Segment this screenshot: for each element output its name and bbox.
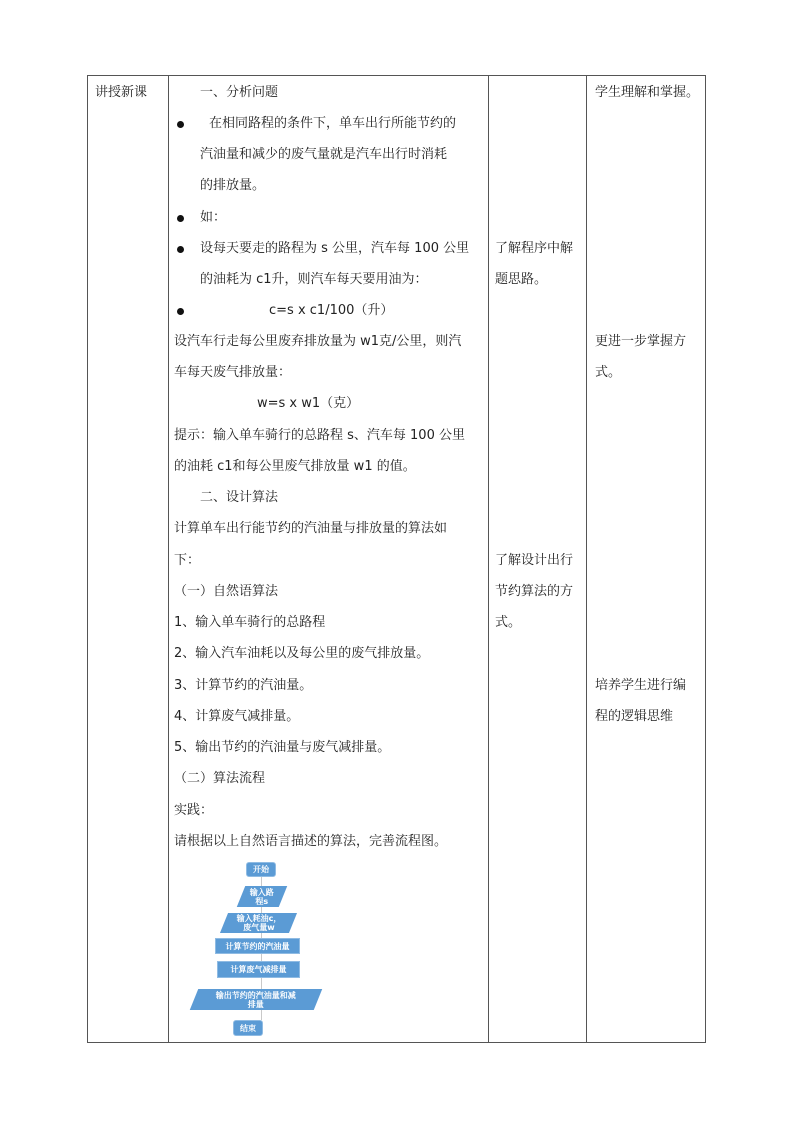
bullet-icon — [177, 308, 184, 315]
content-line: 设每天要走的路程为 s 公里，汽车每 100 公里 — [200, 241, 470, 256]
flow-arrow — [261, 978, 262, 989]
content-line: 3、计算节约的汽油量。 — [174, 678, 313, 693]
content-line: 的油耗 c1和每公里废气排放量 w1 的值。 — [174, 459, 416, 474]
flow-calc-oil: 计算节约的汽油量 — [215, 938, 300, 954]
content-line: 4、计算废气减排量。 — [174, 709, 300, 724]
content-line: 设汽车行走每公里废弃排放量为 w1克/公里，则汽 — [174, 334, 462, 349]
bullet-icon — [177, 215, 184, 222]
content-line: 1、输入单车骑行的总路程 — [174, 615, 326, 630]
stage-column — [88, 76, 168, 1042]
content-line: （二）算法流程 — [174, 771, 266, 786]
section-heading: 一、分析问题 — [200, 85, 279, 100]
flow-end: 结束 — [233, 1020, 263, 1036]
objective-column — [489, 76, 586, 1042]
content-line: 计算单车出行能节约的汽油量与排放量的算法如 — [174, 521, 448, 536]
formula-line: w=s x w1（克） — [257, 396, 360, 411]
objective-note: 式。 — [495, 615, 522, 630]
content-line: 如： — [200, 210, 227, 225]
flow-output-label: 输出节约的汽油量和减排量 — [216, 990, 296, 1009]
objective-note: 题思路。 — [495, 272, 548, 287]
content-line: 汽油量和减少的废气量就是汽车出行时消耗 — [200, 147, 448, 162]
content-line: 车每天废气排放量： — [174, 365, 292, 380]
flow-start: 开始 — [246, 862, 276, 877]
stage-label: 讲授新课 — [95, 85, 148, 100]
intent-note: 式。 — [595, 365, 622, 380]
flow-input-consumption-label: 输入耗油c，废气量w — [236, 914, 281, 932]
objective-note: 节约算法的方 — [495, 584, 574, 599]
objective-note: 了解程序中解 — [495, 241, 574, 256]
flow-calc-emission: 计算废气减排量 — [217, 961, 300, 978]
flow-arrow — [261, 1010, 262, 1020]
content-line: 在相同路程的条件下，单车出行所能节约的 — [209, 116, 457, 131]
flow-arrow — [261, 954, 262, 961]
flow-input-distance-label: 输入路程s — [250, 887, 274, 906]
content-line: 提示：输入单车骑行的总路程 s、汽车每 100 公里 — [174, 428, 465, 443]
content-line: 5、输出节约的汽油量与废气减排量。 — [174, 740, 391, 755]
objective-note: 了解设计出行 — [495, 553, 574, 568]
flow-arrow — [261, 877, 262, 886]
intent-note: 更进一步掌握方 — [595, 334, 687, 349]
flow-input-consumption — [220, 913, 297, 933]
flow-input-distance — [237, 886, 287, 907]
section-heading: 二、设计算法 — [200, 490, 279, 505]
flow-output — [190, 989, 322, 1010]
content-line: 的排放量。 — [200, 178, 266, 193]
content-line: （一）自然语算法 — [174, 584, 279, 599]
content-line: 2、输入汽车油耗以及每公里的废气排放量。 — [174, 646, 430, 661]
content-line: 请根据以上自然语言描述的算法，完善流程图。 — [174, 834, 448, 849]
content-column — [169, 76, 488, 1042]
lesson-table — [87, 75, 706, 1043]
intent-note: 培养学生进行编 — [595, 678, 687, 693]
bullet-icon — [177, 121, 184, 128]
intent-column — [587, 76, 705, 1042]
bullet-icon — [177, 246, 184, 253]
intent-note: 学生理解和掌握。 — [595, 85, 700, 100]
formula-line: c=s x c1/100（升） — [269, 303, 394, 318]
content-line: 实践： — [174, 803, 214, 818]
content-line: 下： — [174, 553, 201, 568]
intent-note: 程的逻辑思维 — [595, 709, 674, 724]
content-line: 的油耗为 c1升，则汽车每天要用油为： — [200, 272, 428, 287]
